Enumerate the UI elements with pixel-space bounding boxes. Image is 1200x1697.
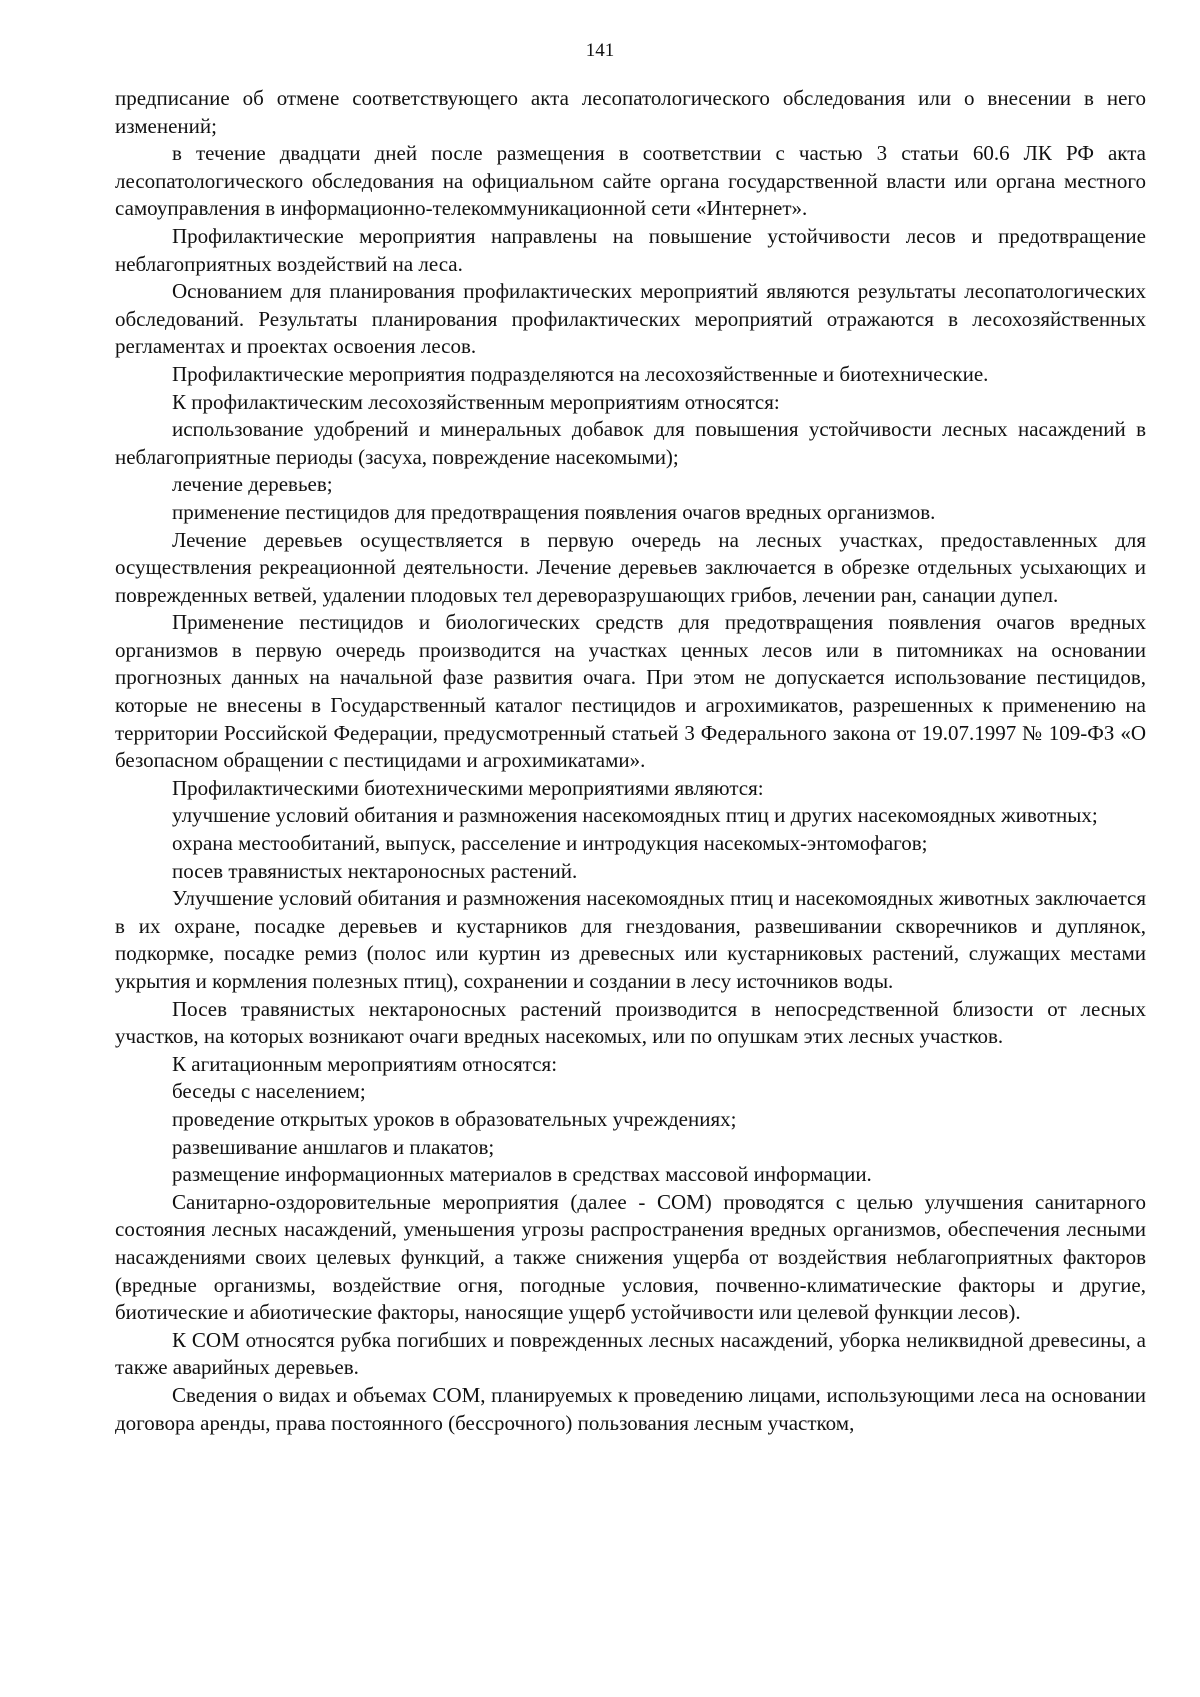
paragraph-6: К профилактическим лесохозяйственным мероприятиям относятся:: [172, 389, 780, 414]
document-body: [115, 85, 1146, 1437]
paragraph-24: К СОМ относятся рубка погибших и поврежденных лесных насаждений, уборка неликвидной древесины, а также аварийных деревьев.: [115, 1327, 1146, 1380]
paragraph-25: Сведения о видах и объемах СОМ, планируемых к проведению лицами, использующими леса на основании договора аренды, права постоянного (бессрочного) пользования лесным участком,: [115, 1382, 1146, 1435]
paragraph-1: предписание об отмене соответствующего акта лесопатологического обследования или о внесении в него изменений;: [115, 86, 1146, 138]
paragraph-17: Посев травянистых нектароносных растений производится в непосредственной близости от лесных участков, на которых возникают очаги вредных насекомых, или по опушкам этих лесных участков.: [115, 996, 1146, 1049]
paragraph-16: Улучшение условий обитания и размножения насекомоядных птиц и насекомоядных животных заключается в их охране, посадке деревьев и кустарников для гнездования, развешивании скворечников и дуплянок, подкормке, посадке ремиз (полос или куртин из древесных или кустарниковых растений, служащих местами укрытия и кормления полезных птиц), сохранении и создании в лесу источников воды.: [115, 886, 1146, 993]
paragraph-11: Применение пестицидов и биологических средств для предотвращения появления очагов вредных организмов в первую очередь производится на участках ценных лесов или в питомниках на основании прогнозных данных на начальной фазе развития очага. При этом не допускается использование пестицидов, которые не внесены в Государственный каталог пестицидов и агрохимикатов, разрешенных к применению на территории Российской Федерации, предусмотренный статьей 3 Федерального закона от 19.07.1997 № 109-ФЗ «О безопасном обращении с пестицидами и агрохимикатами».: [115, 610, 1146, 773]
paragraph-15: посев травянистых нектароносных растений.: [172, 858, 578, 883]
paragraph-19: беседы с населением;: [172, 1079, 366, 1104]
paragraph-21: развешивание аншлагов и плакатов;: [172, 1134, 495, 1159]
paragraph-4: Основанием для планирования профилактических мероприятий являются результаты лесопатологических обследований. Результаты планирования профилактических мероприятий отражаются в лесохозяйственных регламентах и проектах освоения лесов.: [115, 279, 1146, 359]
paragraph-8: лечение деревьев;: [172, 472, 333, 497]
paragraph-14: охрана местообитаний, выпуск, расселение и интродукция насекомых-энтомофагов;: [172, 831, 928, 856]
page-number: 141: [585, 40, 615, 61]
paragraph-13: улучшение условий обитания и размножения насекомоядных птиц и других насекомоядных животных;: [172, 803, 1098, 828]
paragraph-12: Профилактическими биотехническими мероприятиями являются:: [172, 775, 764, 800]
paragraph-9: применение пестицидов для предотвращения появления очагов вредных организмов.: [172, 499, 936, 524]
paragraph-3: Профилактические мероприятия направлены на повышение устойчивости лесов и предотвращение неблагоприятных воздействий на леса.: [115, 223, 1146, 276]
paragraph-20: проведение открытых уроков в образовательных учреждениях;: [172, 1106, 737, 1131]
paragraph-10: Лечение деревьев осуществляется в первую очередь на лесных участках, предоставленных для осуществления рекреационной деятельности. Лечение деревьев заключается в обрезке отдельных усыхающих и поврежденных ветвей, удалении плодовых тел дереворазрушающих грибов, лечении ран, санации дупел.: [115, 527, 1146, 607]
paragraph-23: Санитарно-оздоровительные мероприятия (далее - СОМ) проводятся с целью улучшения санитарного состояния лесных насаждений, уменьшения угрозы распространения вредных организмов, обеспечения лесными насаждениями своих целевых функций, а также снижения ущерба от воздействия неблагоприятных факторов (вредные организмы, воздействие огня, погодные условия, почвенно-климатические факторы и другие, биотические и абиотические факторы, наносящие ущерб устойчивости или целевой функции лесов).: [115, 1189, 1146, 1325]
paragraph-22: размещение информационных материалов в средствах массовой информации.: [172, 1162, 872, 1187]
paragraph-18: К агитационным мероприятиям относятся:: [172, 1051, 558, 1076]
paragraph-5: Профилактические мероприятия подразделяются на лесохозяйственные и биотехнические.: [172, 361, 989, 386]
paragraph-7: использование удобрений и минеральных добавок для повышения устойчивости лесных насаждений в неблагоприятные периоды (засуха, повреждение насекомыми);: [115, 417, 1146, 469]
paragraph-2: в течение двадцати дней после размещения в соответствии с частью 3 статьи 60.6 ЛК РФ акта лесопатологического обследования на официальном сайте органа государственной власти или органа местного самоуправления в информационно-телекоммуникационной сети «Интернет».: [115, 141, 1146, 221]
